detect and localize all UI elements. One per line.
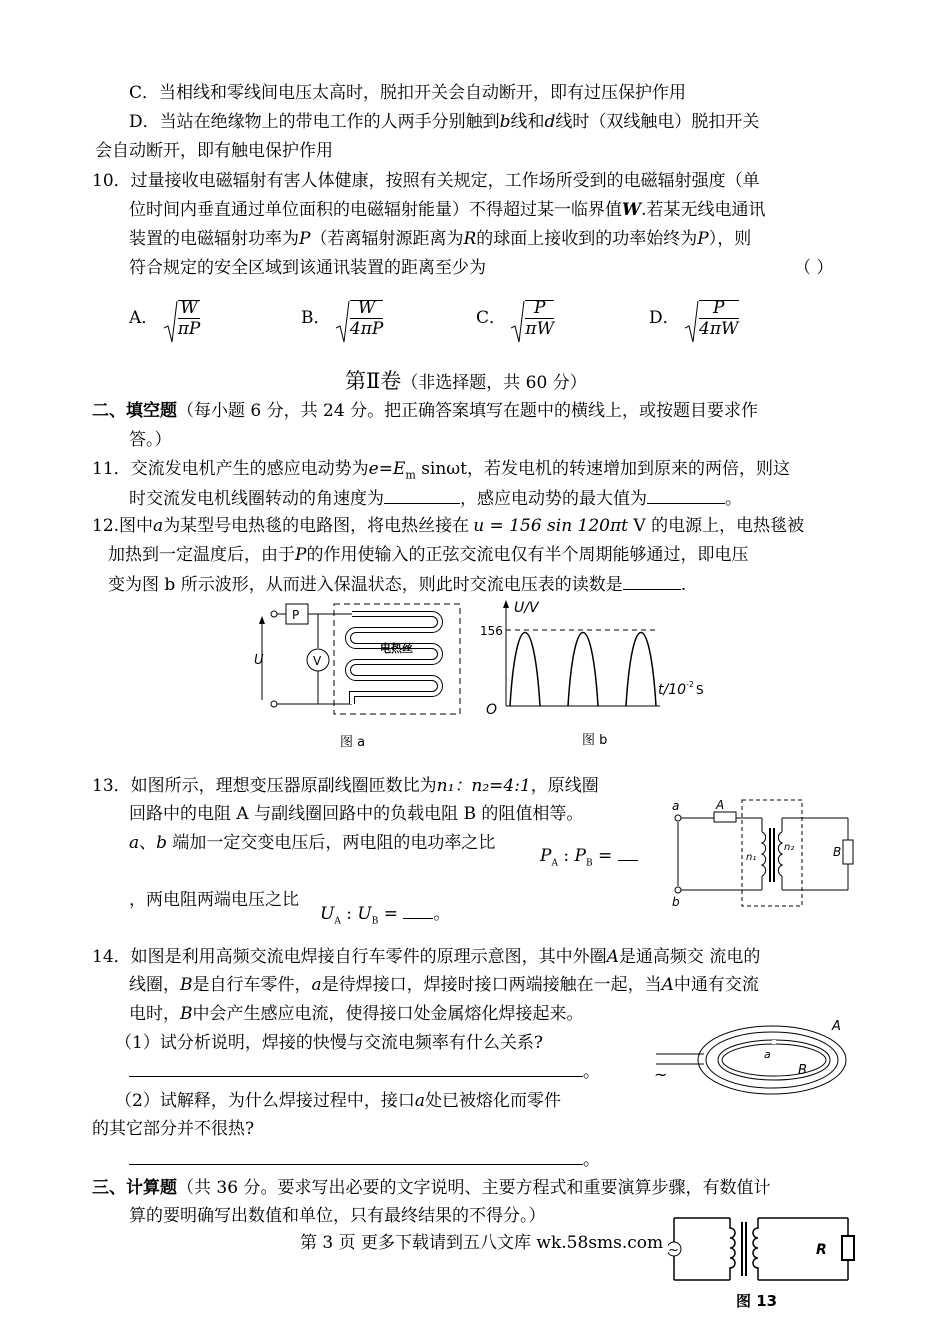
q9-option-c: C．当相线和零线间电压太高时，脱扣开关会自动断开，即有过压保护作用 [129,83,687,103]
q11-line1: 11．交流发电机产生的感应电动势为$e=E_m$ sinωt，若发电机的转速增加到原来的两倍，则这 [92,459,791,482]
page-footer: 第 3 页 更多下载请到五八文库 wk.58sms.com [300,1233,664,1253]
answer-blank[interactable] [623,571,681,590]
answer-blank[interactable] [647,485,725,504]
svg-text:n₂: n₂ [784,842,795,853]
svg-text:S: S [696,683,704,697]
q9-option-d-line1: D．当站在绝缘物上的带电工作的人两手分别触到b线和d线时（双线触电）脱扣开关 [129,112,760,132]
svg-text:156: 156 [480,624,503,638]
answer-blank[interactable] [403,906,433,919]
fill-section-line2: 答。） [129,430,172,450]
figure-a-circuit [252,600,467,755]
svg-text:-2: -2 [686,680,694,689]
q14-subq2-cont: 的其它部分并不很热? [92,1119,255,1139]
q14-line1: 14．如图是利用高频交流电焊接自行车零件的原理示意图，其中外圈A是通高频交 流电的 [92,947,761,967]
svg-text:图 a: 图 a [340,735,366,750]
part2-title: 第Ⅱ卷（非选择题，共 60 分） [345,369,587,393]
svg-text:图 b: 图 b [582,733,608,748]
answer-blank[interactable] [618,848,638,861]
svg-text:U/V: U/V [514,600,539,616]
svg-text:R: R [816,1242,827,1258]
q10-option-b: B． $\frac{W}{4\pi P}$ [301,298,383,339]
svg-text:a: a [672,799,680,813]
q9-option-d-line2: 会自动断开，即有触电保护作用 [95,141,333,161]
q10-line4: 符合规定的安全区域到该通讯装置的距离至少为 [129,258,486,278]
q14-subq2: （2）试解释，为什么焊接过程中，接口a处已被熔化而零件 [115,1091,561,1111]
calc-section-line1: 三、计算题（共 36 分。要求写出必要的文字说明、主要方程式和重要演算步骤，有数值计 [92,1178,771,1198]
voltage-ratio-formula: $U_A$ : $U_B$ = 。 [320,904,451,927]
svg-text:A: A [832,1020,841,1034]
q10-line2: 位时间内垂直通过单位面积的电磁辐射能量）不得超过某一临界值W.若某无线电通讯 [129,200,766,220]
svg-text:~: ~ [654,1065,668,1084]
svg-text:图 13: 图 13 [736,1292,778,1310]
q14-answer-line2: 。 [129,1146,600,1173]
q13-line4: ，两电阻两端电压之比 [129,890,299,910]
q12-line2: 加热到一定温度后，由于P的作用使输入的正弦交流电仅有半个周期能够通过，即电压 [108,545,749,565]
svg-text:n₁: n₁ [746,852,757,863]
power-ratio-formula: $P_A$ : $P_B$ = [540,843,638,876]
sqrt-a: $\frac{W}{\pi P}$ [164,298,201,339]
q14-welding-figure [652,1020,852,1100]
svg-text:B: B [798,1063,807,1078]
svg-text:U: U [254,653,264,668]
svg-text:O: O [486,702,498,718]
svg-text:~: ~ [668,1243,679,1258]
figure-13-transformer [668,1212,864,1320]
q14-line3: 电时，B中会产生感应电流，使得接口处金属熔化焊接起来。 [129,1004,584,1024]
sqrt-c: $\frac{P}{\pi W}$ [511,298,554,339]
q14-subq1: （1）试分析说明，焊接的快慢与交流电频率有什么关系? [115,1033,543,1053]
q10-option-a: A． $\frac{W}{\pi P}$ [129,298,200,339]
answer-blank[interactable] [129,1146,583,1165]
q10-line3: 装置的电磁辐射功率为P（若离辐射源距离为R的球面上接收到的功率始终为P），则 [129,229,752,249]
q11-line2: 时交流发电机线圈转动的角速度为 ，感应电动势的最大值为 。 [129,485,742,512]
answer-blank[interactable] [129,1058,583,1077]
svg-text:A: A [716,798,725,812]
sqrt-d: $\frac{P}{4\pi W}$ [685,298,738,339]
svg-text:b: b [672,895,680,909]
q13-transformer-figure [670,792,860,914]
answer-blank[interactable] [384,485,460,504]
q14-answer-line1: 。 [129,1058,600,1085]
svg-text:t/10: t/10 [658,682,687,698]
calc-section-line2: 算的要明确写出数值和单位，只有最终结果的不得分。） [129,1206,546,1226]
svg-text:B: B [833,845,842,859]
svg-text:a: a [764,1048,771,1061]
fill-section-line1: 二、填空题（每小题 6 分，共 24 分。把正确答案填写在题中的横线上，或按题目要求作 [92,401,759,421]
q12-line1: 12.图中a为某型号电热毯的电路图，将电热丝接在 u = 156 sin 120πt V 的电源上，电热毯被 [92,516,805,536]
answer-paren: （ ） [794,258,834,278]
q10-line1: 10．过量接收电磁辐射有害人体健康，按照有关规定，工作场所受到的电磁辐射强度（单 [92,171,760,191]
svg-text:P: P [292,608,300,622]
q10-option-c: C． $\frac{P}{\pi W}$ [476,298,554,339]
q14-line2: 线圈，B是自行车零件，a是待焊接口，焊接时接口两端接触在一起，当A中通有交流 [129,975,759,995]
q13-line1: 13．如图所示，理想变压器原副线圈匝数比为n₁：n₂=4:1，原线圈 [92,776,599,796]
figure-b-waveform [480,598,705,755]
q13-line3: a、b 端加一定交变电压后，两电阻的电功率之比 [129,833,496,853]
q10-option-d: D． $\frac{P}{4\pi W}$ [649,298,739,339]
svg-text:V: V [313,654,322,668]
svg-text:电热丝: 电热丝 [380,642,413,655]
q12-line3: 变为图 b 所示波形，从而进入保温状态，则此时交流电压表的读数是 . [108,571,686,598]
sqrt-b: $\frac{W}{4\pi P}$ [336,298,383,339]
q13-line2: 回路中的电阻 A 与副线圈回路中的负载电阻 B 的阻值相等。 [129,804,584,824]
